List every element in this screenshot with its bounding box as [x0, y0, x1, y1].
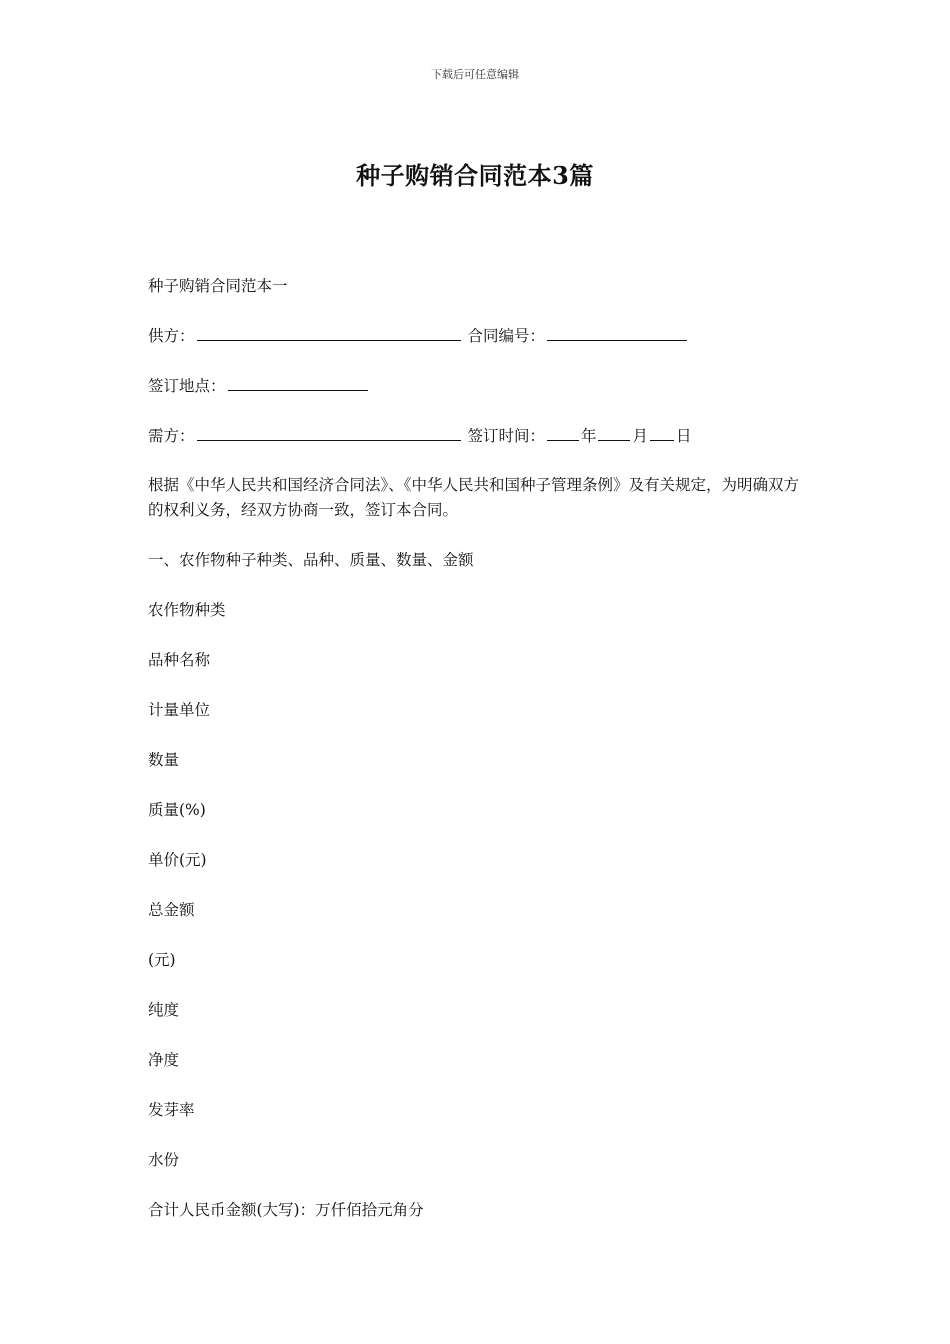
year-label: 年 — [580, 427, 597, 445]
item-total-unit: (元) — [148, 951, 176, 969]
contract-no-blank — [547, 323, 687, 341]
day-label: 日 — [676, 427, 692, 445]
page-header-note: 下载后可任意编辑 — [431, 68, 519, 81]
supplier-row — [148, 323, 808, 349]
item-unit: 计量单位 — [148, 701, 211, 719]
item-purity: 纯度 — [148, 1001, 180, 1019]
sign-place-label: 签订地点： — [148, 377, 226, 395]
contract-no-label: 合同编号： — [467, 327, 545, 345]
day-blank — [650, 423, 674, 441]
sign-place-row — [148, 373, 808, 399]
sign-place-blank — [228, 373, 368, 391]
sign-time-label: 签订时间： — [467, 427, 545, 445]
buyer-blank — [197, 423, 461, 441]
item-total-rmb: 合计人民币金额(大写)：万仟佰拾元角分 — [148, 1201, 424, 1219]
section-title: 种子购销合同范本一 — [148, 277, 288, 295]
item-germination-rate: 发芽率 — [148, 1101, 195, 1119]
year-blank — [547, 423, 579, 441]
item-quality: 质量(%) — [148, 801, 206, 819]
intro-paragraph: 根据《中华人民共和国经济合同法》、《中华人民共和国种子管理条例》及有关规定，为明确双方的权利义务，经双方协商一致，签订本合同。 — [148, 476, 800, 519]
item-moisture: 水份 — [148, 1151, 180, 1169]
item-cleanliness: 净度 — [148, 1051, 180, 1069]
item-quantity: 数量 — [148, 751, 180, 769]
item-crop-type: 农作物种类 — [148, 601, 226, 619]
supplier-blank — [197, 323, 461, 341]
buyer-row — [148, 423, 808, 449]
document-title: 种子购销合同范本3篇 — [356, 161, 594, 190]
item-variety-name: 品种名称 — [148, 651, 211, 669]
item-unit-price: 单价(元) — [148, 851, 207, 869]
buyer-label: 需方： — [148, 427, 195, 445]
clause1-heading: 一、农作物种子种类、品种、质量、数量、金额 — [148, 551, 474, 569]
month-blank — [598, 423, 630, 441]
supplier-label: 供方： — [148, 327, 195, 345]
month-label: 月 — [632, 427, 648, 445]
item-total-amount: 总金额 — [148, 901, 195, 919]
